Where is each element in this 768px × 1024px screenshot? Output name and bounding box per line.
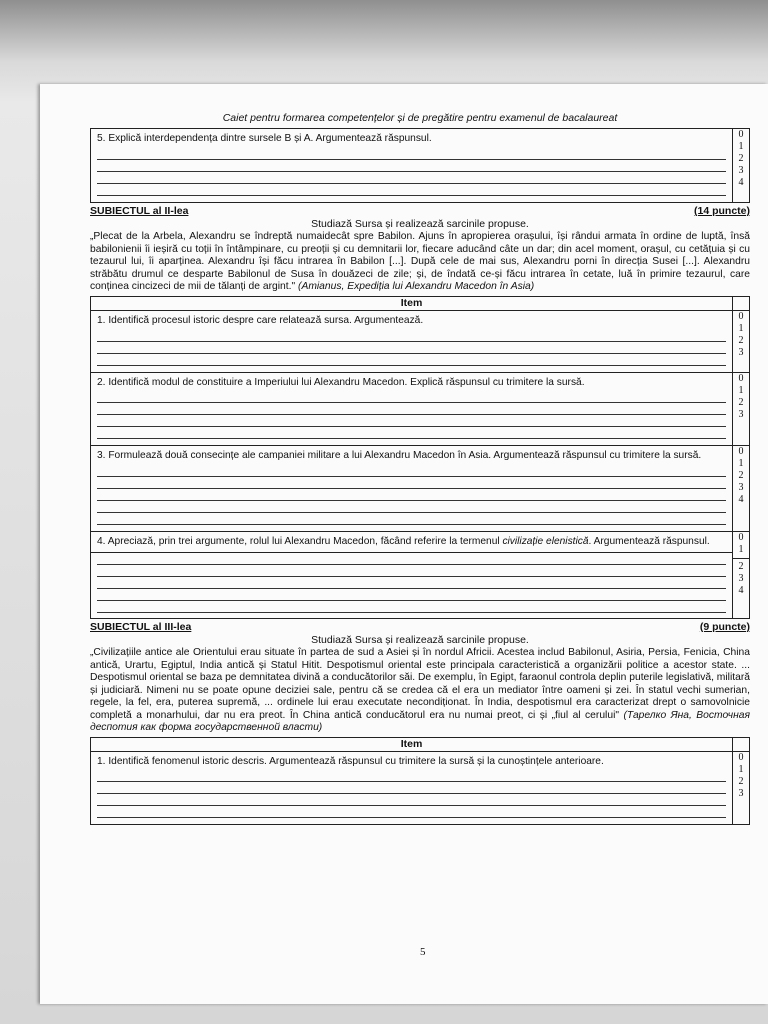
answer-line[interactable]: [97, 489, 726, 501]
item-row: [91, 446, 750, 532]
answer-line[interactable]: [97, 403, 726, 415]
score-column: 0 1 2 3 4: [733, 532, 750, 619]
subject-2-title: SUBIECTUL al II-lea: [90, 204, 189, 217]
answer-line[interactable]: [97, 342, 726, 354]
score-column: 0 1 2 3 4: [733, 446, 750, 532]
item-question: 1. Identifică fenomenul istoric descris. Argumentează răspunsul cu trimitere la sursă și la cunoștințele anterioare.: [97, 755, 604, 767]
answer-line[interactable]: [97, 148, 726, 160]
item-row: [91, 372, 750, 446]
subject-2-points: (14 puncte): [693, 204, 750, 217]
answer-line[interactable]: [97, 172, 726, 184]
subject-2-source: [90, 231, 750, 294]
answer-line[interactable]: [97, 553, 726, 565]
answer-line[interactable]: [97, 477, 726, 489]
score-column: 0 1 2 3 4: [733, 129, 750, 203]
page-header: Caiet pentru formarea competențelor și de pregătire pentru examenul de bacalaureat: [222, 112, 618, 124]
answer-line[interactable]: [97, 782, 726, 794]
item-row: [91, 532, 750, 619]
item-row: [91, 751, 750, 825]
item-header: Item: [91, 296, 733, 310]
answer-line[interactable]: [97, 794, 726, 806]
subject-3-items-table: [90, 737, 750, 826]
term: civilizație elenistică: [502, 536, 589, 547]
answer-line[interactable]: [97, 577, 726, 589]
answer-line[interactable]: [97, 806, 726, 818]
answer-line[interactable]: [97, 513, 726, 525]
exam-page: [40, 84, 768, 1004]
score-column: 0 1 2 3: [733, 310, 750, 372]
source-text: „Civilizațiile antice ale Orientului erau situate în partea de sud a Asiei și în nordul Africii. Acestea includ Babilonul, Asiria, Persia, Fenicia, China antică, Urartu, Egiptul, India antică și Statul Hitit. Despotismul oriental este principala caracteristică a organizării politice a acestor state. ... Despotismul oriental se baza pe demnitatea divină a conducătorilor săi. De exemplu, în Egipt, faraonul controla deplin puterile legislativă, militară și judiciară. Nimeni nu se poate opune deciziei sale, pentru că se credea că el era un mediator între oameni și zei. În statul vechi sumerian, regele, la fel, era, puterea supremă, ... ordinele lui erau executate necondiționat. În India, despotismul era caracterizat drept o samovolnicie completă a monarhului, dar nu era preot. În China antică conducătorul era nu numai preot, ci și „fiul al cerului": [90, 647, 750, 721]
score-column: 0 1 2 3: [733, 372, 750, 446]
subject-3-heading: [90, 621, 750, 634]
subject-3-title: SUBIECTUL al III-lea: [90, 620, 192, 633]
subject-2-items-table: [90, 296, 750, 619]
item-question: 3. Formulează două consecințe ale campaniei militare a lui Alexandru Macedon în Asia. Argumentează răspunsul cu trimitere la sursă.: [97, 450, 702, 462]
item-row: [91, 310, 750, 372]
answer-line[interactable]: [97, 465, 726, 477]
subject-2-instruction: Studiază Sursa și realizează sarcinile propuse.: [311, 218, 529, 230]
answer-line[interactable]: [97, 589, 726, 601]
answer-line[interactable]: [97, 330, 726, 342]
subject-3-points: (9 puncte): [699, 620, 750, 633]
subject-3-source: [90, 647, 750, 735]
answer-line[interactable]: [97, 184, 726, 196]
answer-line[interactable]: [97, 415, 726, 427]
subject-3-instruction: Studiază Sursa și realizează sarcinile propuse.: [311, 633, 529, 646]
answer-line[interactable]: [97, 565, 726, 577]
source-citation: (Тарелко Яна, Восточная деспотия как форма государственной власти): [90, 709, 750, 733]
answer-line[interactable]: [97, 391, 726, 403]
answer-line[interactable]: [97, 501, 726, 513]
item-question: 4. Apreciază, prin trei argumente, rolul lui Alexandru Macedon, făcând referire la termenul civilizație elenistică. Argumentează răspunsul.: [97, 536, 710, 547]
answer-line[interactable]: [97, 160, 726, 172]
answer-line[interactable]: [97, 770, 726, 782]
item-question: 1. Identifică procesul istoric despre care relatează sursa. Argumentează.: [97, 314, 424, 326]
answer-line[interactable]: [97, 601, 726, 613]
answer-line[interactable]: [97, 354, 726, 366]
prev-item-table: [90, 128, 750, 203]
answer-line[interactable]: [97, 427, 726, 439]
prev-item-question: 5. Explică interdependența dintre sursele B și A. Argumentează răspunsul.: [97, 133, 432, 145]
source-citation: (Amianus, Expediția lui Alexandru Macedon în Asia): [298, 281, 535, 293]
page-number: 5: [420, 946, 426, 958]
score-column: 0 1 2 3: [733, 751, 750, 825]
item-question: 2. Identifică modul de constituire a Imperiului lui Alexandru Macedon. Explică răspunsul cu trimitere la sursă.: [97, 376, 585, 388]
subject-2-heading: [90, 205, 750, 218]
item-header: Item: [91, 737, 733, 751]
source-text: „Plecat de la Arbela, Alexandru se îndreptă numaidecât spre Babilon. Ajuns în apropierea orașului, își rândui armata în ordine de luptă, însă babilonienii îi ieșiră cu toții în întâmpinare, cu preoții și cu demnitarii lor, fiecare aducând câte un dar; din acel moment, orașul, cu cetățuia și cu tezaurul lui, îi aparținea. Alexandru își făcu intrarea în Babilon [...]. După cele de mai sus, Alexandru porni în direcția Susei [...]. Alexandru străbătu drumul ce desparte Babilonul de Susa în douăzeci de zile; și, de îndată ce-și făcu intrarea în cetate, luă în primire tezaurul, care conținea cincizeci de mii de tălanți de argint.": [90, 231, 750, 293]
